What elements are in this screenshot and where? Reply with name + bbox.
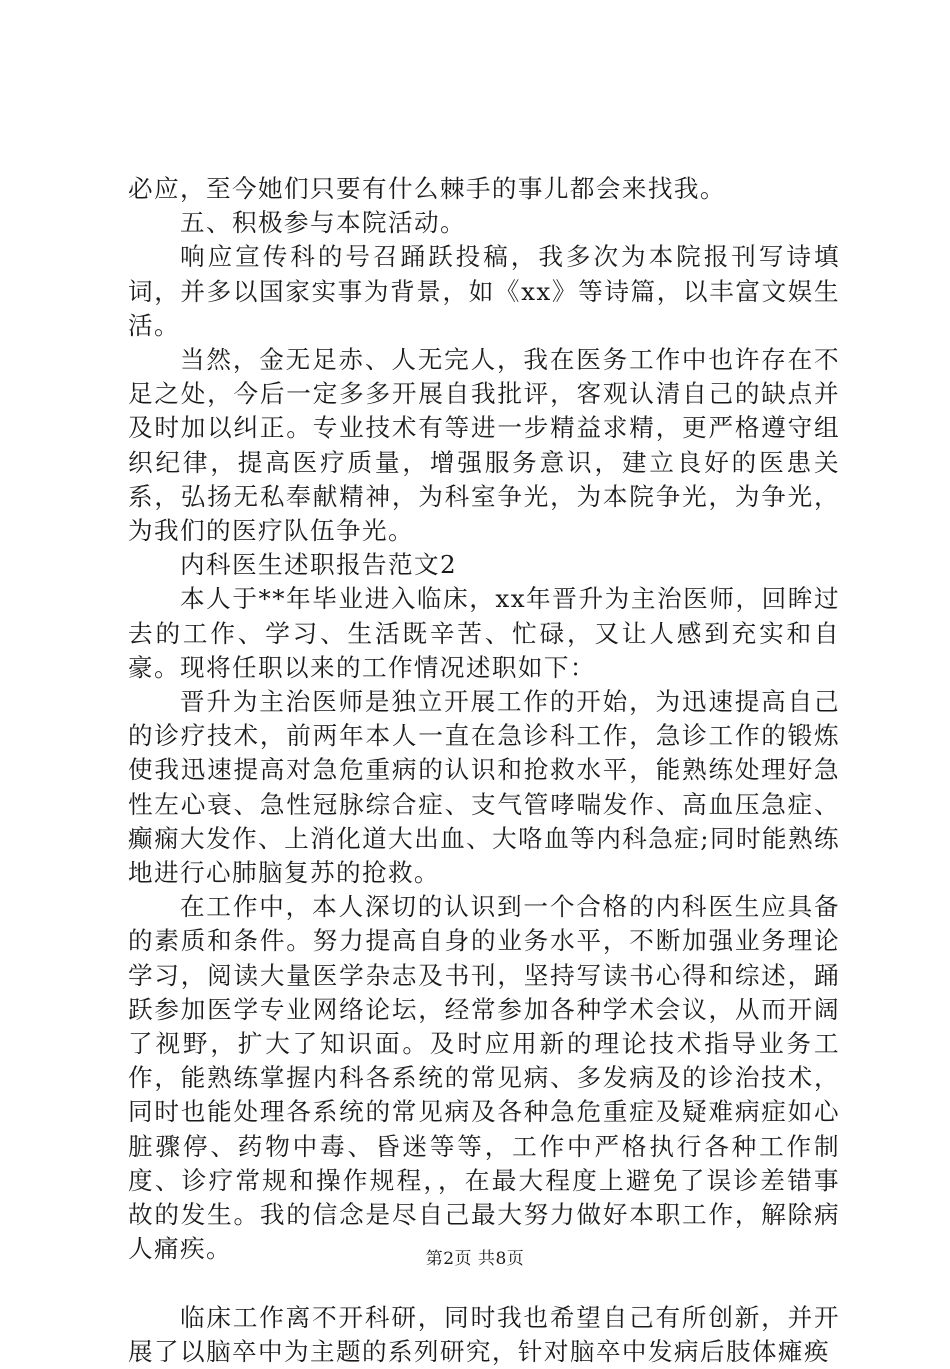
paragraph-professional-growth: 在工作中，本人深切的认识到一个合格的内科医生应具备的素质和条件。努力提高自身的业务水平，不断加强业务理论学习，阅读大量医学杂志及书刊，坚持写读书心得和综述，踊跃参加医学专业网络论坛，经常参加各种学术会议，从而开阔了视野，扩大了知识面。及时应用新的理论技术指导业务工作，能熟练掌握内科各系统的常见病、多发病及的诊治技术，同时也能处理各系统的常见病及各种急危重症及疑难病症如心脏骤停、药物中毒、昏迷等等，工作中严格执行各种工作制度、诊疗常规和操作规程，，在最大程度上避免了误诊差错事故的发生。我的信念是尽自己最大努力做好本职工作，解除病人痛疾。 xyxy=(128,892,840,1264)
paragraph-introduction: 本人于**年毕业进入临床，xx年晋升为主治医师，回眸过去的工作、学习、生活既辛苦、忙碌，又让人感到充实和自豪。现将任职以来的工作情况述职如下： xyxy=(128,584,840,682)
paragraph-emergency-work: 晋升为主治医师是独立开展工作的开始，为迅速提高自己的诊疗技术，前两年本人一直在急诊科工作，急诊工作的锻炼使我迅速提高对急危重病的认识和抢救水平，能熟练处理好急性左心衰、急性冠脉综合症、支气管哮喘发作、高血压急症、癫痫大发作、上消化道大出血、大咯血等内科急症;同时能熟练地进行心肺脑复苏的抢救。 xyxy=(128,687,840,888)
section-heading-activities: 五、积极参与本院活动。 xyxy=(180,208,466,238)
paragraph-submissions: 响应宣传科的号召踊跃投稿，我多次为本院报刊写诗填词，并多以国家实事为背景，如《xx》等诗篇，以丰富文娱生活。 xyxy=(128,242,840,340)
paragraph-self-criticism: 当然，金无足赤、人无完人，我在医务工作中也许存在不足之处，今后一定多多开展自我批评，客观认清自己的缺点并及时加以纠正。专业技术有等进一步精益求精，更严格遵守组织纪律，提高医疗质量，增强服务意识，建立良好的医患关系，弘扬无私奉献精神，为科室争光，为本院争光，为争光，为我们的医疗队伍争光。 xyxy=(128,345,840,546)
document-body xyxy=(128,172,840,1369)
paragraph-research: 临床工作离不开科研，同时我也希望自己有所创新，并开展了以脑卒中为主题的系列研究，针对脑卒中发病后肢体瘫痪 xyxy=(128,1302,840,1366)
page-footer: 第2页 共8页 xyxy=(425,1249,525,1269)
paragraph-continuation: 必应，至今她们只要有什么棘手的事儿都会来找我。 xyxy=(128,174,726,203)
report-title-2: 内科医生述职报告范文2 xyxy=(180,550,457,580)
